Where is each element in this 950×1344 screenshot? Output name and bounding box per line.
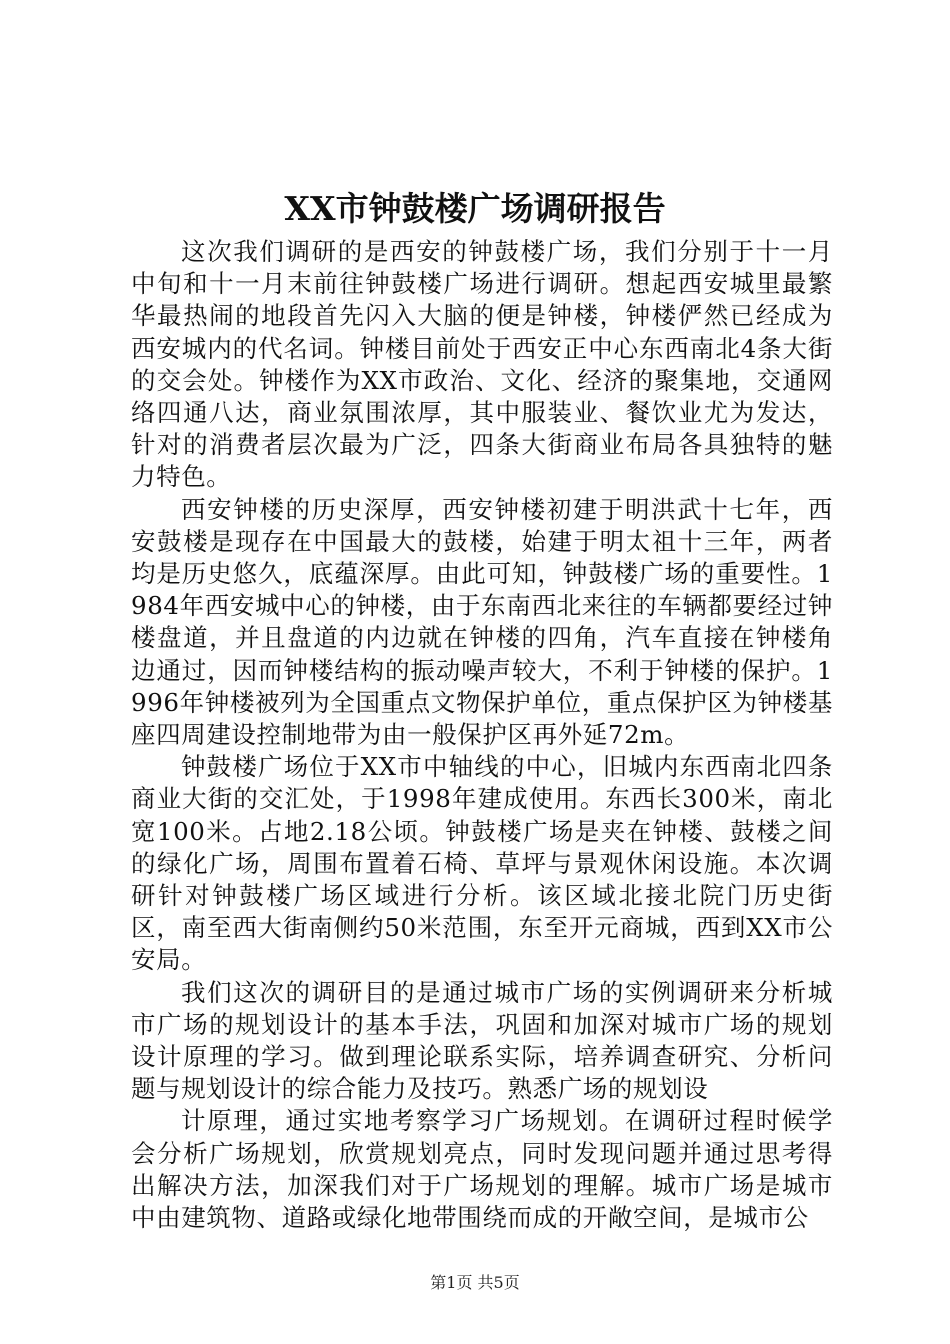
paragraph-4: 我们这次的调研目的是通过城市广场的实例调研来分析城市广场的规划设计的基本手法，巩固和加深对城市广场的规划设计原理的学习。做到理论联系实际，培养调查研究、分析问题与规划设计的综合能力及技巧。熟悉广场的规划设	[131, 977, 833, 1104]
document-title: XX市钟鼓楼广场调研报告	[284, 189, 666, 228]
paragraph-5: 计原理，通过实地考察学习广场规划。在调研过程时候学会分析广场规划，欣赏规划亮点，同时发现问题并通过思考得出解决方法，加深我们对于广场规划的理解。城市广场是城市中由建筑物、道路或绿化地带围绕而成的开敞空间，是城市公	[131, 1106, 833, 1233]
paragraph-2: 西安钟楼的历史深厚，西安钟楼初建于明洪武十七年，西安鼓楼是现存在中国最大的鼓楼，始建于明太祖十三年，两者均是历史悠久，底蕴深厚。由此可知，钟鼓楼广场的重要性。1984年西安城中心的钟楼，由于东南西北来往的车辆都要经过钟楼盘道，并且盘道的内边就在钟楼的四角，汽车直接在钟楼角边通过，因而钟楼结构的振动噪声较大，不利于钟楼的保护。1996年钟楼被列为全国重点文物保护单位，重点保护区为钟楼基座四周建设控制地带为由一般保护区再外延72m。	[131, 494, 833, 750]
page-number-footer: 第1页 共5页	[430, 1273, 520, 1292]
document-body	[131, 236, 833, 1234]
paragraph-3: 钟鼓楼广场位于XX市中轴线的中心，旧城内东西南北四条商业大街的交汇处，于1998年建成使用。东西长300米，南北宽100米。占地2.18公顷。钟鼓楼广场是夹在钟楼、鼓楼之间的绿化广场，周围布置着石椅、草坪与景观休闲设施。本次调研针对钟鼓楼广场区域进行分析。该区域北接北院门历史街区，南至西大街南侧约50米范围，东至开元商城，西到XX市公安局。	[131, 752, 833, 975]
paragraph-1: 这次我们调研的是西安的钟鼓楼广场，我们分别于十一月中旬和十一月末前往钟鼓楼广场进行调研。想起西安城里最繁华最热闹的地段首先闪入大脑的便是钟楼，钟楼俨然已经成为西安城内的代名词。钟楼目前处于西安正中心东西南北4条大街的交会处。钟楼作为XX市政治、文化、经济的聚集地，交通网络四通八达，商业氛围浓厚，其中服装业、餐饮业尤为发达，针对的消费者层次最为广泛，四条大街商业布局各具独特的魅力特色。	[131, 237, 833, 492]
